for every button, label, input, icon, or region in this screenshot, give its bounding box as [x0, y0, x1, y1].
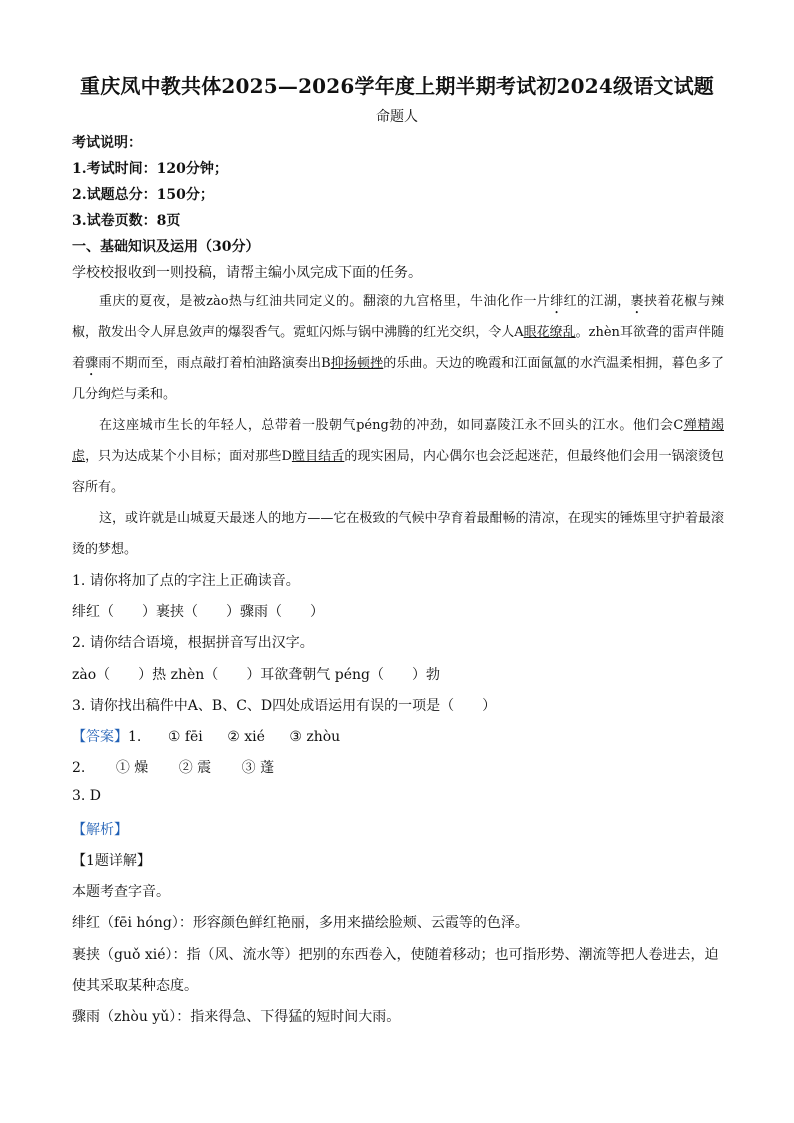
idiom-b: 抑扬顿挫 — [330, 356, 384, 371]
answer-tag: 【答案】 — [72, 729, 128, 745]
passage-paragraph-2: 在这座城市生长的年轻人，总带着一股朝气péng勃的冲劲，如同嘉陵江永不回头的江水。他们会C殚精竭虑，只为达成某个小目标；面对那些D瞠目结舌的现实困局，内心偶尔也会泛起迷茫，但最终他们会用一锅滚烫包容所有。 — [72, 418, 724, 495]
dotted-char: 绯 — [550, 294, 564, 309]
instructions-heading: 考试说明： — [72, 135, 142, 151]
instruction-item-time: 1.考试时间：120分钟； — [72, 161, 228, 177]
instruction-item-score: 2.试题总分：150分； — [72, 187, 214, 203]
passage — [72, 286, 724, 565]
analysis-line-3b: 使其采取某种态度。 — [72, 978, 198, 994]
passage-paragraph-1: 重庆的夏夜，是被zào热与红油共同定义的。翻滚的九宫格里，牛油化作一片绯红的江湖，裹挟着花椒与辣椒，散发出令人屏息敛声的爆裂香气。霓虹闪烁与锅中沸腾的红光交织，令人A眼花缭乱。zhèn耳欲聋的雷声伴随着骤雨不期而至，雨点敲打着柏油路演奏出B抑扬顿挫的乐曲。天边的晚霞和江面氤氲的水汽温柔相拥，暮色多了几分绚烂与柔和。 — [72, 294, 724, 402]
idiom-a: 眼花缭乱 — [523, 325, 576, 340]
analysis-line-3a: 裹挟（guǒ xié）：指（风、流水等）把别的东西卷入，使随着移动；也可指形势、潮流等把人卷进去，迫 — [72, 947, 719, 963]
section-heading: 一、基础知识及运用（30分） — [72, 239, 260, 255]
question-3: 3. 请你找出稿件中A、B、C、D四处成语运用有误的一项是（ ） — [72, 698, 497, 714]
idiom-d: 瞠目结舌 — [291, 449, 345, 464]
answer-block: 【答案】1. ① fēi ② xié ③ zhòu — [72, 729, 341, 745]
section-intro: 学校校报收到一则投稿，请帮主编小凤完成下面的任务。 — [72, 265, 422, 281]
answer-3: 3. D — [72, 788, 102, 804]
question-2-blanks: zào（ ）热 zhèn（ ）耳欲聋朝气 péng（ ）勃 — [72, 667, 440, 683]
dotted-char: 骤 — [85, 356, 99, 371]
page-title: 重庆凤中教共体2025—2026学年度上期半期考试初2024级语文试题 — [80, 74, 714, 98]
analysis-subheading: 【1题详解】 — [72, 853, 151, 869]
question-2: 2. 请你结合语境，根据拼音写出汉字。 — [72, 635, 314, 651]
analysis-line-1: 本题考查字音。 — [72, 884, 170, 900]
analysis-line-2: 绯红（fēi hóng）：形容颜色鲜红艳丽，多用来描绘脸颊、云霞等的色泽。 — [72, 915, 529, 931]
question-1-blanks: 绯红（ ）裹挟（ ）骤雨（ ） — [72, 604, 324, 620]
analysis-line-4: 骤雨（zhòu yǔ）：指来得急、下得猛的短时间大雨。 — [72, 1009, 401, 1025]
analysis-tag: 【解析】 — [72, 822, 128, 838]
dotted-char: 裹 — [630, 294, 644, 309]
passage-paragraph-3: 这，或许就是山城夏天最迷人的地方——它在极致的气候中孕育着最酣畅的清凉，在现实的锤炼里守护着最滚烫的梦想。 — [72, 511, 724, 557]
instruction-item-pages: 3.试卷页数：8页 — [72, 213, 181, 229]
question-1: 1. 请你将加了点的字注上正确读音。 — [72, 573, 300, 589]
answer-2: 2. ① 燥 ② 震 ③ 蓬 — [72, 760, 275, 776]
idiom-c: 殚精竭虑 — [72, 418, 724, 464]
page-subtitle: 命题人 — [376, 109, 418, 125]
